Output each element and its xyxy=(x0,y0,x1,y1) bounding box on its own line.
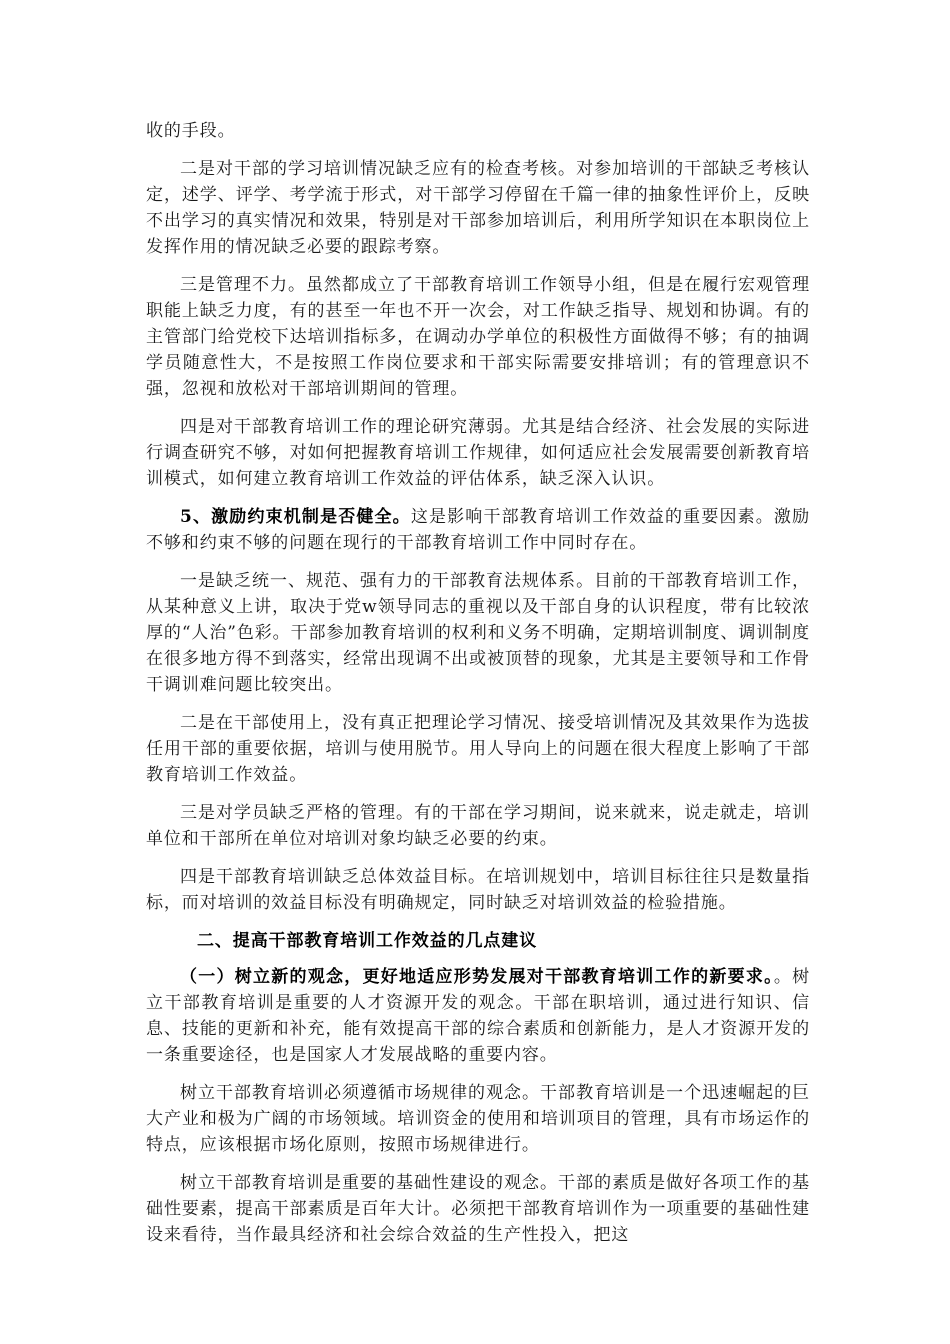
paragraph-market-rules: 树立干部教育培训必须遵循市场规律的观念。干部教育培训是一个迅速崛起的巨大产业和极为广阔的市场领域。培训资金的使用和培训项目的管理，具有市场运作的特点，应该根据市场化原则，按照市场规律进行。 xyxy=(146,1083,810,1155)
paragraph-cadre-usage: 二是在干部使用上，没有真正把理论学习情况、接受培训情况及其效果作为选拔任用干部的重要依据，培训与使用脱节。用人导向上的问题在很大程度上影响了干部教育培训工作效益。 xyxy=(146,713,810,785)
section-5-text: 这是影响干部教育培训工作效益的重要因素。激励不够和约束不够的问题在现行的干部教育培训工作中同时存在。 xyxy=(146,507,810,553)
paragraph-continuation: 收的手段。 xyxy=(146,121,236,141)
section-5-title: 5、激励约束机制是否健全。 xyxy=(180,507,411,527)
paragraph-theory-research: 四是对干部教育培训工作的理论研究薄弱。尤其是结合经济、社会发展的实际进行调查研究不够，对如何把握教育培训工作规律，如何适应社会发展需要创新教育培训模式，如何建立教育培训工作效益的评估体系，缺乏深入认识。 xyxy=(146,417,810,489)
paragraph-student-management: 三是对学员缺乏严格的管理。有的干部在学习期间，说来就来，说走就走，培训单位和干部所在单位对培训对象均缺乏必要的约束。 xyxy=(146,803,810,849)
paragraph-management: 三是管理不力。虽然都成立了干部教育培训工作领导小组，但是在履行宏观管理职能上缺乏力度，有的甚至一年也不开一次会，对工作缺乏指导、规划和协调。有的主管部门给党校下达培训指标多，在调动办学单位的积极性方面做得不够；有的抽调学员随意性大，不是按照工作岗位要求和干部实际需要安排培训；有的管理意识不强，忽视和放松对干部培训期间的管理。 xyxy=(146,275,810,399)
section-heading-suggestions: 二、提高干部教育培训工作效益的几点建议 xyxy=(197,931,538,951)
paragraph-inspection: 二是对干部的学习培训情况缺乏应有的检查考核。对参加培训的干部缺乏考核认定，述学、评学、考学流于形式，对干部学习停留在千篇一律的抽象性评价上，反映不出学习的真实情况和效果，特别是对干部参加培训后，利用所学知识在本职岗位上发挥作用的情况缺乏必要的跟踪考察。 xyxy=(146,159,810,257)
subsection-1-text: 。树立干部教育培训是重要的人才资源开发的观念。干部在职培训，通过进行知识、信息、技能的更新和补充，能有效提高干部的综合素质和创新能力，是人才资源开发的一条重要途径，也是国家人才发展战略的重要内容。 xyxy=(146,967,810,1065)
paragraph-benefit-goals: 四是干部教育培训缺乏总体效益目标。在培训规划中，培训目标往往只是数量指标，而对培训的效益目标没有明确规定，同时缺乏对培训效益的检验措施。 xyxy=(146,867,810,913)
document-page xyxy=(146,118,810,1260)
paragraph-legal-system: 一是缺乏统一、规范、强有力的干部教育法规体系。目前的干部教育培训工作，从某种意义上讲，取决于党w领导同志的重视以及干部自身的认识程度，带有比较浓厚的“人治”色彩。干部参加教育培训的权利和义务不明确，定期培训制度、调训制度在很多地方得不到落实，经常出现调不出或被顶替的现象，尤其是主要领导和工作骨干调训难问题比较突出。 xyxy=(146,571,810,695)
paragraph-new-concepts xyxy=(146,964,810,1068)
subsection-1-title: （一）树立新的观念，更好地适应形势发展对干部教育培训工作的新要求。 xyxy=(180,967,774,987)
paragraph-infrastructure: 树立干部教育培训是重要的基础性建设的观念。干部的素质是做好各项工作的基础性要素，提高干部素质是百年大计。必须把干部教育培训作为一项重要的基础性建设来看待，当作最具经济和社会综合效益的生产性投入，把这 xyxy=(146,1173,810,1245)
paragraph-incentive-mechanism xyxy=(146,504,810,556)
